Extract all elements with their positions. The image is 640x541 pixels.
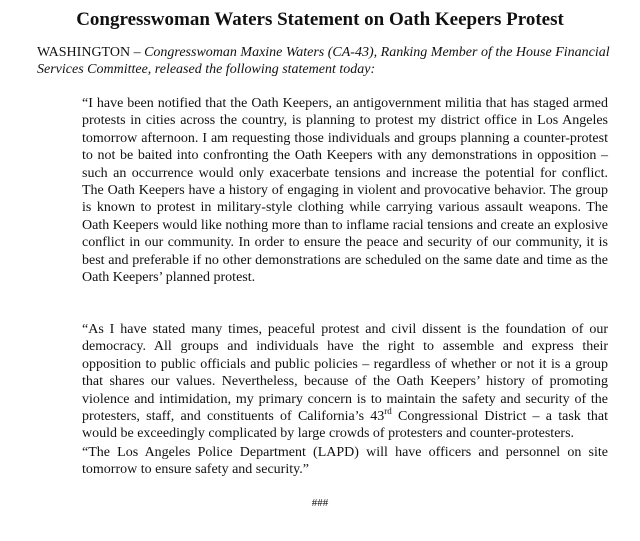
statement-paragraph-2-text-end: Congressional District – a task that would be exceedingly complicated by large crowds of protesters and counter-protesters. — [82, 409, 609, 442]
dateline — [37, 44, 617, 78]
dateline-separator: – — [130, 45, 145, 60]
statement-paragraph-2-text: “As I have stated many times, peaceful protest and civil dissent is the foundation of our democracy. All groups and individuals have the right to assemble and express their opposition to public officials and public policies – regardless of whether or not it is a group that shares our values. Nevertheless, because of the Oath Keepers’ history of promoting violence and intimidation, my primary concern is to maintain the safety and security of the protesters, staff, and constituents of California’s 43 — [82, 322, 608, 425]
page-title: Congresswoman Waters Statement on Oath Keepers Protest — [76, 9, 564, 30]
statement-paragraph-3: “The Los Angeles Police Department (LAPD) will have officers and personnel on site tomorrow to ensure safety and security.” — [82, 445, 608, 478]
end-mark: ### — [311, 497, 329, 509]
statement-paragraph-2 — [82, 321, 608, 443]
statement-paragraph-1: “I have been notified that the Oath Keepers, an antigovernment militia that has staged armed protests in cities across the country, is planning to protest my district office in Los Angeles tomorrow afternoon. I am requesting those individuals and groups planning a counter-protest to not be baited into confronting the Oath Keepers with any demonstrations in opposition – such an occurrence would only exacerbate tensions and increase the potential for conflict. The Oath Keepers have a history of engaging in violent and provocative behavior. The group is known to protest in military-style clothing while carrying various assault weapons. The Oath Keepers would like nothing more than to inflame racial tensions and create an explosive conflict in our community. In order to ensure the peace and security of our community, it is best and preferable if no other demonstrations are scheduled on the same date and time as the Oath Keepers’ planned protest. — [82, 96, 608, 286]
dateline-location: WASHINGTON — [37, 45, 131, 60]
dateline-attribution: Congresswoman Maxine Waters (CA-43), Ranking Member of the House Financial Services Committee, released the following statement today: — [37, 45, 610, 77]
ordinal-superscript: rd — [384, 406, 392, 417]
